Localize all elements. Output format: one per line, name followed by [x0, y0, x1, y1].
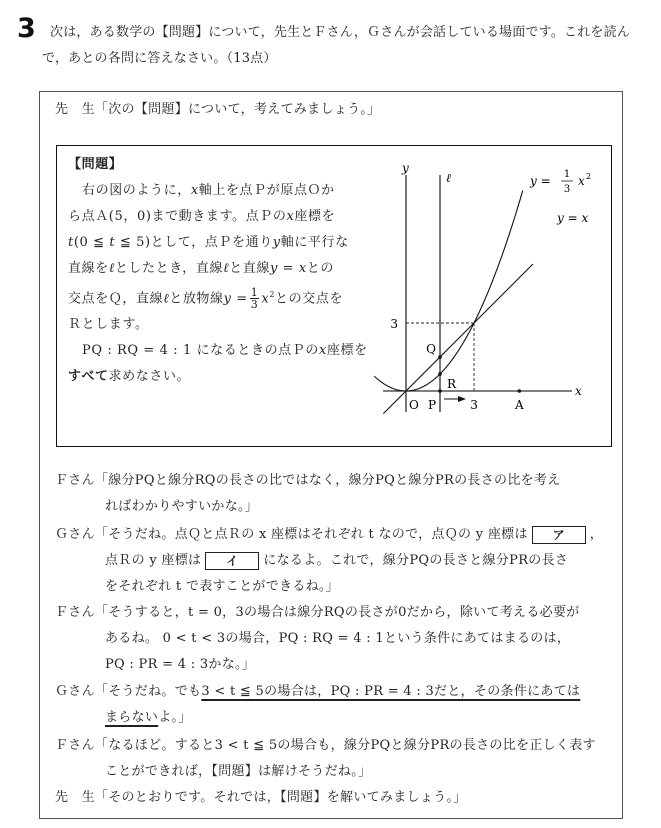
var-x: x [261, 291, 270, 307]
numerator: 1 [250, 286, 259, 300]
denominator: 3 [250, 298, 259, 312]
dialogue-text: 「そうすると，t = 0，3の場合は線分RQの長さが0だから，除いて考える必要が [94, 605, 580, 620]
dialogue-text: 「線分PQと線分RQの長さの比ではなく，線分PQと線分PRの長さの比を考え [94, 473, 561, 488]
text: 軸に平行な [280, 235, 349, 250]
problem-line-2 [68, 204, 368, 230]
text: PQ : RQ = 4 : 1 になるときの点Ｐの [82, 343, 319, 359]
speaker-g: Ｇさん [55, 527, 95, 542]
line-y-eq-x-label: y = x [557, 211, 589, 225]
dialogue-text: 「そのとおりです。それでは，【問題】を解いてみましょう。」 [94, 790, 467, 805]
var-l: ℓ [223, 261, 230, 276]
problem-line-1 [68, 178, 368, 204]
text: と直線 [229, 261, 270, 276]
text: 求めなさい。 [108, 369, 191, 385]
underlined-statement: 3 < t ≦ 5の場合は，PQ : PR = 4 : 3だと，その条件にあては [201, 684, 581, 699]
emphasis-all: すべて [68, 369, 109, 385]
dialogue-text: 点Ｒの y 座標は [105, 553, 202, 568]
speaker-f: Ｆさん [55, 605, 95, 620]
point-a-label: A [515, 398, 524, 412]
dialogue-teacher-closing [55, 785, 467, 811]
var-y: y [272, 235, 281, 250]
var-x: x [318, 343, 327, 359]
var-x: x [286, 209, 295, 224]
question-intro [42, 20, 642, 72]
point-p [438, 389, 442, 393]
var-t: t [68, 235, 74, 250]
text: 交点をＱ，直線 [68, 291, 164, 307]
dialogue-text: PQ : PR = 4 : 3かな。」 [105, 657, 256, 672]
parabola [374, 191, 522, 391]
dialogue-text: 「なるほど。すると3 < t ≦ 5の場合も，線分PQと線分PRの長さの比を正しく表す [94, 738, 596, 753]
var-l: ℓ [163, 291, 170, 307]
speaker-g: Ｇさん [55, 684, 95, 699]
speaker-teacher: 先 生 [55, 102, 95, 117]
line-l-label: ℓ [446, 171, 452, 185]
point-r [438, 372, 442, 376]
text: ら点Ａ(5，0)まで動きます。点Ｐの [68, 209, 287, 224]
origin-label: O [409, 398, 419, 412]
parabola-label-var: x [578, 174, 585, 188]
dialogue-text: ことができれば，【問題】は解けそうだね。」 [105, 764, 372, 779]
var-x: x [190, 183, 199, 198]
point-a [518, 389, 522, 393]
dialogue-g-2 [55, 679, 580, 731]
point-p-label: P [428, 398, 437, 412]
text: との交点を [275, 291, 344, 307]
problem-final [68, 364, 368, 390]
tick-label-y3: 3 [390, 316, 398, 331]
tick-label-x3: 3 [470, 398, 478, 412]
text: 軸上を点Ｐが原点Ｏか [198, 183, 335, 198]
answer-blank-a[interactable]: ア [532, 526, 586, 544]
fraction-one-third [250, 287, 260, 310]
text: Ｒとします。 [68, 317, 149, 333]
dialogue-f-1 [55, 468, 561, 520]
text: との [306, 261, 334, 276]
teacher-opening [55, 97, 381, 123]
text: としたとき，直線 [114, 261, 224, 276]
question-number: 3 [17, 13, 36, 44]
parabola-label-prefix: y = [530, 174, 551, 188]
underlined-statement: まらない [105, 710, 159, 725]
coordinate-figure [370, 150, 610, 440]
dialogue-text: になるよ。これで，線分PQの長さと線分PRの長さ [263, 553, 569, 568]
speaker-f: Ｆさん [55, 473, 95, 488]
text: と放物線 [169, 291, 224, 307]
problem-statement [68, 152, 368, 390]
problem-heading: 【問題】 [68, 157, 123, 172]
parabola-label-numerator: 1 [563, 169, 571, 180]
y-axis-label: y [402, 161, 409, 175]
x-axis-label: x [575, 384, 582, 398]
intro-line-2: で，あとの各問に答えなさい。（13点） [42, 51, 277, 66]
exponent: 2 [269, 290, 276, 299]
equation-prefix: y = [223, 291, 248, 307]
var-t: t [109, 235, 116, 250]
text: ≦ 5)として，点Ｐを通り [115, 235, 273, 250]
arrow-right-icon [458, 396, 466, 402]
point-r-label: R [447, 376, 457, 391]
speaker-teacher: 先 生 [55, 790, 95, 805]
equation-y-eq-x: y = x [269, 261, 307, 276]
answer-blank-i[interactable]: イ [205, 552, 259, 570]
problem-line-5 [68, 282, 368, 312]
problem-condition [68, 338, 368, 364]
dialogue-text: 「そうだね。点Ｑと点Ｒの x 座標はそれぞれ t なので，点Ｑの y 座標は [94, 527, 528, 542]
problem-line-6 [68, 312, 368, 338]
teacher-opening-text: 「次の【問題】について，考えてみましょう。」 [94, 102, 381, 117]
parabola-label-denominator: 3 [563, 184, 571, 195]
dialogue-text: をそれぞれ t で表すことができるね。」 [105, 579, 339, 594]
var-l: ℓ [108, 261, 115, 276]
dialogue-f-3 [55, 733, 596, 785]
point-q-label: Q [426, 341, 437, 356]
dialogue-text: あるね。 0 < t < 3の場合，PQ : RQ = 4 : 1という条件にあてはまるのは， [105, 631, 571, 646]
intro-line-1: 次は，ある数学の【問題】について，先生とＦさん，Ｇさんが会話している場面です。これを読ん [50, 25, 631, 40]
problem-line-4 [68, 256, 368, 282]
text: 座標を [326, 343, 368, 359]
point-q [438, 355, 442, 359]
parabola-label-exponent: 2 [586, 172, 592, 181]
dialogue-text: 「そうだね。でも [94, 684, 202, 699]
text: (0 ≦ [73, 235, 110, 250]
speaker-f: Ｆさん [55, 738, 95, 753]
dialogue-text: よ。」 [158, 710, 192, 725]
text: 右の図のように， [82, 183, 191, 198]
text: 直線を [68, 261, 109, 276]
dialogue-text: ればわかりやすいかな。」 [105, 499, 259, 514]
dialogue-text: ， [589, 527, 604, 542]
dialogue-f-2 [55, 600, 580, 678]
dialogue-g-1 [55, 522, 603, 600]
problem-line-3 [68, 230, 368, 256]
text: 座標を [294, 209, 336, 224]
